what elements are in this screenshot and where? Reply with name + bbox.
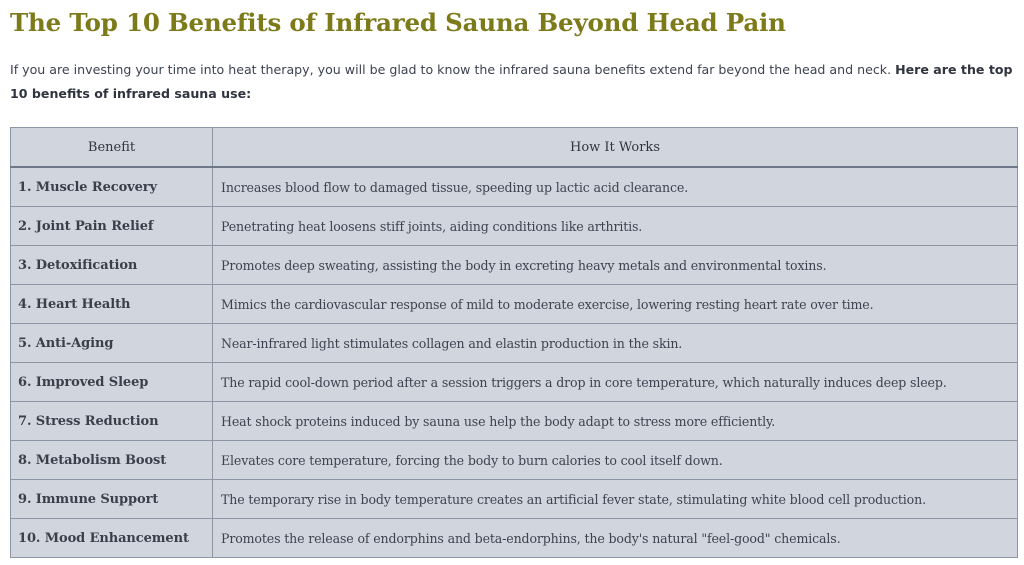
table-row: [11, 207, 1018, 246]
how-it-works-cell: Increases blood flow to damaged tissue, speeding up lactic acid clearance.: [213, 167, 1018, 207]
table-row: [11, 441, 1018, 480]
table-body: [11, 167, 1018, 558]
column-header-benefit: Benefit: [11, 128, 213, 168]
table-row: [11, 167, 1018, 207]
how-it-works-cell: The temporary rise in body temperature creates an artificial fever state, stimulating white blood cell production.: [213, 480, 1018, 519]
article-title: The Top 10 Benefits of Infrared Sauna Beyond Head Pain: [10, 8, 786, 37]
benefit-cell: 6. Improved Sleep: [11, 363, 213, 402]
benefit-cell: 2. Joint Pain Relief: [11, 207, 213, 246]
table-row: [11, 285, 1018, 324]
table-header: [11, 128, 1018, 168]
benefit-cell: 4. Heart Health: [11, 285, 213, 324]
table-row: [11, 246, 1018, 285]
how-it-works-cell: The rapid cool-down period after a session triggers a drop in core temperature, which naturally induces deep sleep.: [213, 363, 1018, 402]
benefit-cell: 1. Muscle Recovery: [11, 167, 213, 207]
how-it-works-cell: Promotes deep sweating, assisting the body in excreting heavy metals and environmental toxins.: [213, 246, 1018, 285]
benefit-cell: 8. Metabolism Boost: [11, 441, 213, 480]
how-it-works-cell: Heat shock proteins induced by sauna use help the body adapt to stress more efficiently.: [213, 402, 1018, 441]
how-it-works-cell: Near-infrared light stimulates collagen and elastin production in the skin.: [213, 324, 1018, 363]
table-row: [11, 363, 1018, 402]
benefit-cell: 7. Stress Reduction: [11, 402, 213, 441]
table-header-row: [11, 128, 1018, 168]
table-row: [11, 519, 1018, 558]
benefit-cell: 10. Mood Enhancement: [11, 519, 213, 558]
benefit-cell: 5. Anti-Aging: [11, 324, 213, 363]
how-it-works-cell: Mimics the cardiovascular response of mild to moderate exercise, lowering resting heart rate over time.: [213, 285, 1018, 324]
benefit-cell: 3. Detoxification: [11, 246, 213, 285]
column-header-how-it-works: How It Works: [213, 128, 1018, 168]
how-it-works-cell: Penetrating heat loosens stiff joints, aiding conditions like arthritis.: [213, 207, 1018, 246]
intro-paragraph: [10, 58, 1016, 106]
intro-bold-text: Here are the top 10 benefits of infrared sauna use:: [10, 62, 1013, 101]
intro-text: If you are investing your time into heat therapy, you will be glad to know the infrared sauna benefits extend far beyond the head and neck.: [10, 62, 896, 77]
table-row: [11, 402, 1018, 441]
benefits-table: [10, 127, 1018, 558]
table-row: [11, 480, 1018, 519]
table-row: [11, 324, 1018, 363]
benefit-cell: 9. Immune Support: [11, 480, 213, 519]
how-it-works-cell: Elevates core temperature, forcing the body to burn calories to cool itself down.: [213, 441, 1018, 480]
how-it-works-cell: Promotes the release of endorphins and beta-endorphins, the body's natural "feel-good" chemicals.: [213, 519, 1018, 558]
